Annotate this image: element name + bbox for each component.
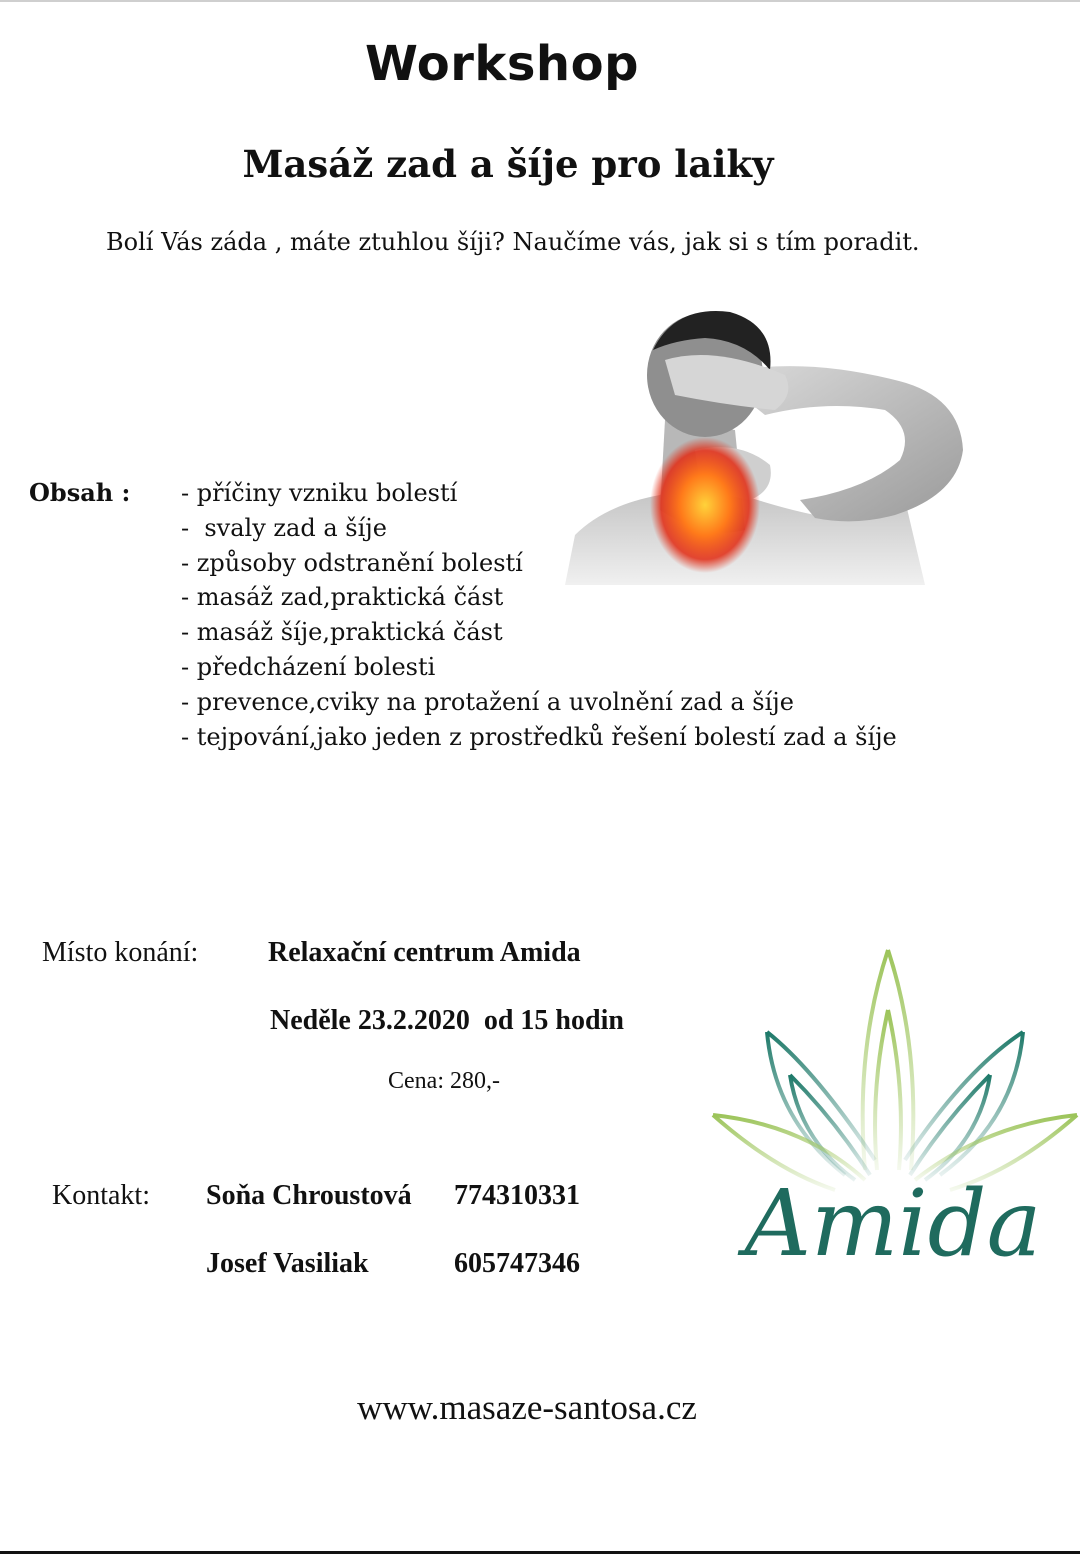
amida-logo [705, 940, 1080, 1275]
list-item: - způsoby odstranění bolestí [181, 548, 523, 577]
contact-phone: 774310331 [454, 1180, 580, 1211]
contact-label: Kontakt: [52, 1180, 150, 1211]
logo-text: Amida [744, 1170, 1042, 1275]
contact-phone: 605747346 [454, 1248, 580, 1279]
venue-label: Místo konání: [42, 937, 199, 968]
list-item: - příčiny vzniku bolestí [181, 479, 458, 507]
price: Cena: 280,- [388, 1068, 500, 1094]
page-title: Workshop [365, 36, 639, 92]
list-item: - tejpování,jako jeden z prostředků řešení bolestí zad a šíje [181, 722, 897, 751]
event-date: Neděle 23.2.2020 od 15 hodin [270, 1005, 624, 1036]
contact-name: Soňa Chroustová [206, 1180, 412, 1211]
contact-name: Josef Vasiliak [206, 1248, 369, 1279]
content-list [181, 478, 897, 756]
list-item: - masáž zad,praktická část [181, 583, 504, 612]
intro-text: Bolí Vás záda , máte ztuhlou šíji? Naučíme vás, jak si s tím poradit. [106, 228, 920, 256]
list-item: - svaly zad a šíje [181, 513, 387, 542]
list-item: - masáž šíje,praktická část [181, 618, 503, 647]
venue-name: Relaxační centrum Amida [268, 937, 581, 968]
workshop-subtitle: Masáž zad a šíje pro laiky [242, 142, 774, 186]
list-item: - předcházení bolesti [181, 652, 436, 681]
list-item: - prevence,cviky na protažení a uvolnění zad a šíje [181, 687, 794, 716]
website-url: www.masaze-santosa.cz [357, 1388, 697, 1427]
top-border [0, 0, 1080, 2]
content-label: Obsah : [29, 478, 131, 507]
